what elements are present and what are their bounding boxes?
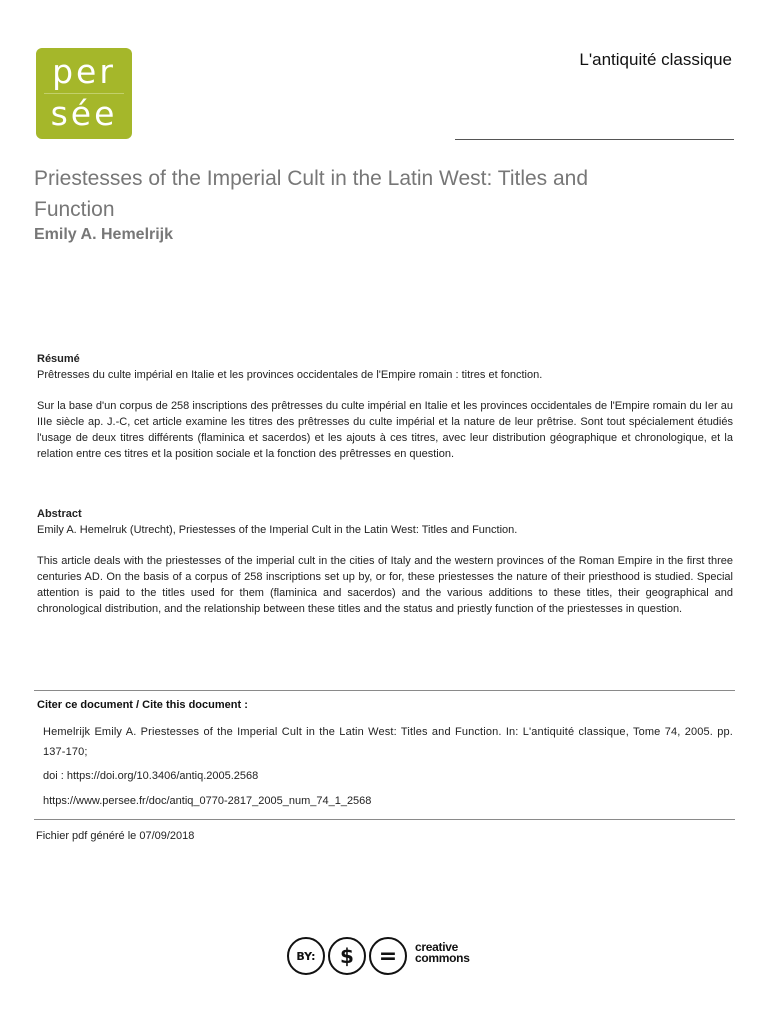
citation-text: Hemelrijk Emily A. Priestesses of the Imperial Cult in the Latin West: Titles and Function. In: L'antiquité classique, Tome 74, 2005. pp. 137-170; <box>43 726 733 758</box>
resume-heading: Résumé <box>37 353 80 365</box>
cc-wordmark-line2: commons <box>415 951 470 965</box>
citation-heading: Citer ce document / Cite this document : <box>37 699 248 711</box>
resume-subtitle: Prêtresses du culte impérial en Italie et les provinces occidentales de l'Empire romain : titres et fonction. <box>37 369 543 381</box>
cc-noncommercial-icon: $ <box>328 937 366 975</box>
citation-url[interactable]: https://www.persee.fr/doc/antiq_0770-2817_2005_num_74_1_2568 <box>43 795 372 807</box>
abstract-section <box>37 506 733 617</box>
header-divider <box>455 139 734 140</box>
cc-by-icon: BY: <box>287 937 325 975</box>
journal-name: L'antiquité classique <box>579 50 732 69</box>
cc-wordmark <box>415 942 470 964</box>
abstract-subtitle: Emily A. Hemelruk (Utrecht), Priestesses of the Imperial Cult in the Latin West: Titles and Function. <box>37 524 518 536</box>
abstract-body: This article deals with the priestesses of the imperial cult in the cities of Italy and the western provinces of the Roman Empire in the first three centuries AD. On the basis of a corpus of 258 inscriptions set up by, or for, these priestesses the nature of their priesthood is studied. Special attention is paid to the titles used for them (flaminica and sacerdos) and the various additions to these titles, their geographical and chronological distribution, and the relationship between these titles and the status and priestly function of the priestesses in question. <box>37 555 733 615</box>
citation-doi[interactable]: doi : https://doi.org/10.3406/antiq.2005.2568 <box>43 770 259 782</box>
persee-logo[interactable] <box>36 48 132 139</box>
logo-text-bottom: sée <box>50 94 118 133</box>
resume-body: Sur la base d'un corpus de 258 inscriptions des prêtresses du culte impérial en Italie et les provinces occidentales de l'Empire romain du Ier au IIIe siècle ap. J.-C, cet article examine les titres des prêtresses du culte impérial et la nature de leur prêtrise. Sont tout spécialement étudiés l'usage de deux titres différents (flaminica et sacerdos) et les ajouts à ces titres, avec leur distribution géographique et chronologique, et la relation entre ces titres et la position sociale et la fonction des prêtresses en question. <box>37 400 733 460</box>
generated-date: Fichier pdf généré le 07/09/2018 <box>36 830 195 842</box>
logo-text-top: per <box>52 52 116 91</box>
abstract-heading: Abstract <box>37 508 82 520</box>
cc-wordmark-line1: creative <box>415 940 458 954</box>
citation-divider-bottom <box>34 819 735 820</box>
cc-noderivatives-icon: = <box>369 937 407 975</box>
article-author: Emily A. Hemelrijk <box>34 226 174 243</box>
resume-section <box>37 351 733 462</box>
citation-divider-top <box>34 690 735 691</box>
article-title: Priestesses of the Imperial Cult in the Latin West: Titles and Function <box>34 167 589 221</box>
